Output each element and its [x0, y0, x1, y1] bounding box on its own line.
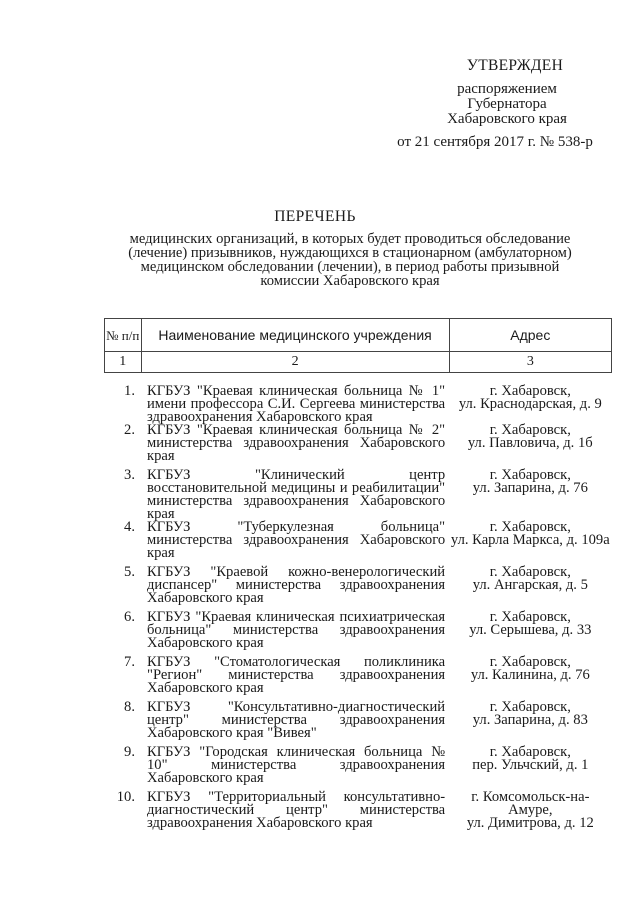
row-address	[449, 424, 611, 469]
table-row	[105, 424, 612, 469]
address-city: г. Хабаровск,	[489, 654, 571, 670]
document-heading	[0, 208, 640, 288]
table-row	[105, 521, 612, 566]
address-city: г. Хабаровск,	[489, 383, 571, 399]
address-city: г. Хабаровск,	[489, 422, 571, 438]
approval-line-1: распоряжением	[457, 81, 557, 97]
row-address	[449, 611, 611, 656]
address-city: г. Хабаровск,	[489, 744, 571, 760]
table-row	[105, 469, 612, 521]
row-address	[449, 469, 611, 521]
row-number: 7.	[124, 654, 135, 670]
address-city: г. Хабаровск,	[489, 609, 571, 625]
row-address	[449, 701, 611, 746]
row-name: КГБУЗ "Краевая клиническая психиатрическая больница" министерства здравоохранения Хабаровского края	[147, 609, 446, 651]
row-name: КГБУЗ "Клинический центр восстановительной медицины и реабилитации" министерства здравоохранения Хабаровского края	[147, 467, 446, 522]
column-number: 2	[141, 352, 449, 373]
row-number: 4.	[124, 519, 135, 535]
row-name: КГБУЗ "Городская клиническая больница № 10" министерства здравоохранения Хабаровского края	[147, 744, 446, 786]
row-name: КГБУЗ "Краевая клиническая больница № 2" министерства здравоохранения Хабаровского края	[147, 422, 446, 464]
approval-title: УТВЕРЖДЕН	[466, 57, 564, 74]
column-number: 3	[449, 352, 611, 373]
address-city: г. Хабаровск,	[489, 519, 571, 535]
address-street: ул. Павловича, д. 1б	[467, 435, 593, 451]
approval-line-2: Губернатора	[467, 96, 547, 112]
approval-date: от 21 сентября 2017 г. № 538-р	[397, 134, 593, 150]
row-number: 8.	[124, 699, 135, 715]
table-row	[105, 791, 612, 836]
row-number: 9.	[124, 744, 135, 760]
address-street: ул. Краснодарская, д. 9	[458, 396, 602, 412]
organizations-table	[104, 318, 612, 836]
address-street: ул. Димитрова, д. 12	[466, 815, 594, 831]
approval-line-3: Хабаровского края	[447, 111, 567, 127]
address-street: пер. Ульчский, д. 1	[472, 757, 589, 773]
table-header-row	[105, 319, 612, 352]
row-name: КГБУЗ "Краевой кожно-венерологический диспансер" министерства здравоохранения Хабаровского края	[147, 564, 446, 606]
table-row	[105, 701, 612, 746]
row-number: 6.	[124, 609, 135, 625]
header-address: Адрес	[449, 319, 611, 352]
table-row	[105, 566, 612, 611]
row-name: КГБУЗ "Стоматологическая поликлиника "Регион" министерства здравоохранения Хабаровского края	[147, 654, 446, 696]
address-street: ул. Серышева, д. 33	[469, 622, 592, 638]
header-number: № п/п	[105, 319, 142, 352]
address-city: г. Хабаровск,	[489, 699, 571, 715]
address-street: ул. Калинина, д. 76	[470, 667, 590, 683]
row-number: 3.	[124, 467, 135, 483]
row-address	[449, 746, 611, 791]
table-row	[105, 656, 612, 701]
row-number: 5.	[124, 564, 135, 580]
document-title: ПЕРЕЧЕНЬ	[274, 208, 356, 225]
address-street: ул. Запарина, д. 76	[472, 480, 588, 496]
row-number: 2.	[124, 422, 135, 438]
row-number: 10.	[116, 789, 135, 805]
document-subtitle: медицинских организаций, в которых будет проводиться обследование (лечение) призывников, нуждающихся в стационарном (амбулаторном) медицинском обследовании (лечении), в период работы призывной комиссии Хабаровского края	[128, 231, 572, 289]
row-name: КГБУЗ "Территориальный консультативно-диагностический центр" министерства здравоохранения Хабаровского края	[147, 789, 446, 831]
address-city: г. Хабаровск,	[489, 564, 571, 580]
header-name: Наименование медицинского учреждения	[141, 319, 449, 352]
row-number: 1.	[124, 383, 135, 399]
row-address	[449, 373, 611, 425]
address-street: ул. Карла Маркса, д. 109а	[450, 532, 610, 548]
row-address	[449, 791, 611, 836]
row-name: КГБУЗ "Консультативно-диагностический центр" министерства здравоохранения Хабаровского края "Вивея"	[147, 699, 446, 741]
row-address	[449, 521, 611, 566]
table-row	[105, 373, 612, 425]
table-row	[105, 746, 612, 791]
address-street: ул. Ангарская, д. 5	[472, 577, 588, 593]
column-numbers-row	[105, 352, 612, 373]
row-address	[449, 566, 611, 611]
address-street: ул. Запарина, д. 83	[472, 712, 588, 728]
row-address	[449, 656, 611, 701]
address-city: г. Хабаровск,	[489, 467, 571, 483]
row-name: КГБУЗ "Краевая клиническая больница № 1" имени профессора С.И. Сергеева министерства здравоохранения Хабаровского края	[147, 383, 446, 425]
table-row	[105, 611, 612, 656]
address-city: г. Комсомольск-на-Амуре,	[471, 789, 590, 818]
column-number: 1	[105, 352, 142, 373]
row-name: КГБУЗ "Туберкулезная больница" министерства здравоохранения Хабаровского края	[147, 519, 446, 561]
approval-block	[390, 58, 620, 150]
